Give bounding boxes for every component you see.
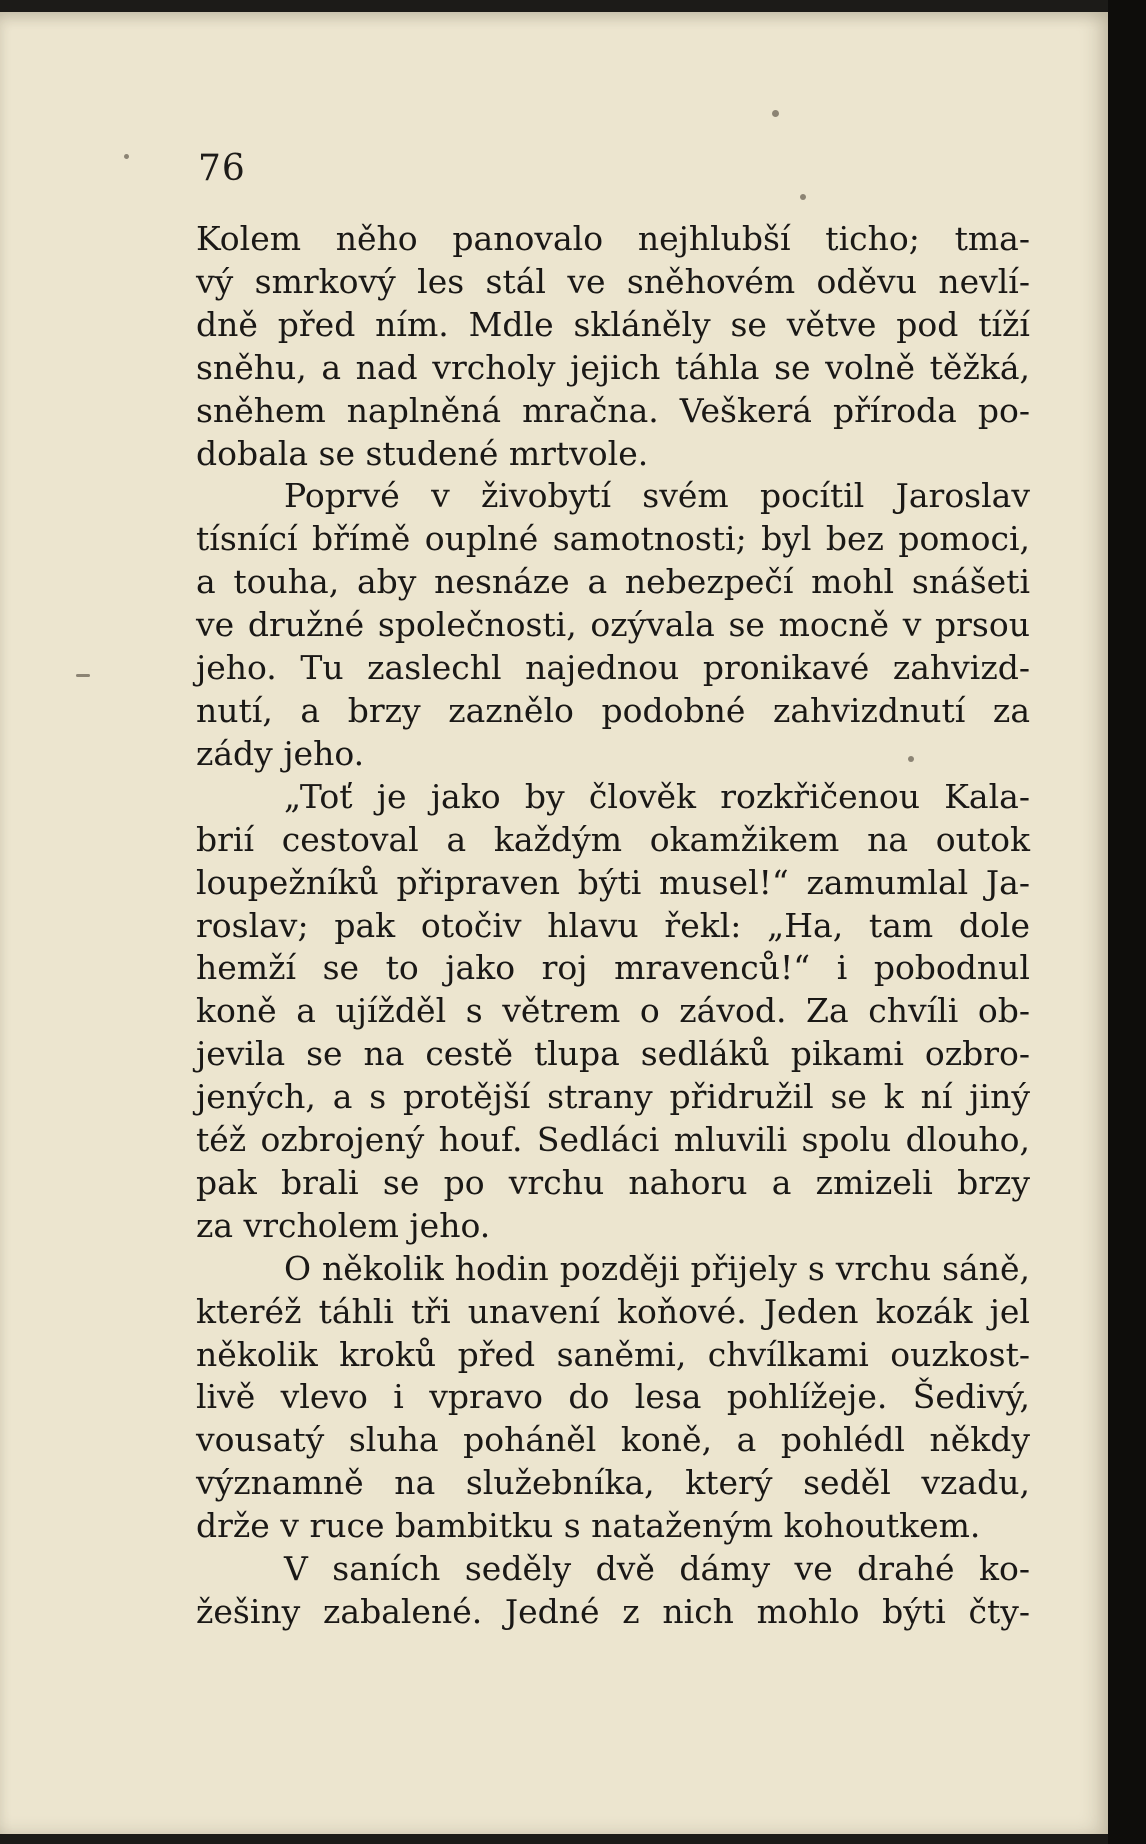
book-edge <box>1108 0 1146 1844</box>
text-line: „Toť je jako by člověk rozkřičenou Kala- <box>284 776 1030 816</box>
text-line: tísnící břímě ouplné samotnosti; byl bez pomoci, <box>196 519 1030 559</box>
text-line: V saních seděly dvě dámy ve drahé ko- <box>284 1549 1030 1589</box>
text-line: livě vlevo i vpravo do lesa pohlížeje. Šedivý, <box>196 1377 1030 1417</box>
text-line: jevila se na cestě tlupa sedláků pikami ozbro- <box>196 1034 1030 1074</box>
text-line: brií cestoval a každým okamžikem na outok <box>196 819 1030 859</box>
text-line: nutí, a brzy zaznělo podobné zahvizdnutí za <box>196 690 1030 730</box>
text-line: jeho. Tu zaslechl najednou pronikavé zahvizd- <box>196 648 1030 688</box>
text-line: roslav; pak otočiv hlavu řekl: „Ha, tam dole <box>196 905 1030 945</box>
text-line: loupežníků připraven býti musel!“ zamumlal Ja- <box>196 862 1030 902</box>
text-line: několik kroků před saněmi, chvílkami ouzkost- <box>196 1334 1030 1374</box>
text-line: hemží se to jako roj mravenců!“ i pobodnul <box>196 948 1030 988</box>
paper-speck <box>908 756 914 762</box>
text-line: vousatý sluha poháněl koně, a pohlédl někdy <box>196 1420 1030 1460</box>
text-line: a touha, aby nesnáze a nebezpečí mohl snášeti <box>196 562 1030 602</box>
text-line: významně na služebníka, který seděl vzadu, <box>196 1463 1030 1503</box>
text-line: dně před ním. Mdle skláněly se větve pod tíží <box>196 304 1030 344</box>
text-line: drže v ruce bambitku s nataženým kohoutkem. <box>196 1506 981 1546</box>
text-line: dobala se studené mrtvole. <box>196 433 649 473</box>
text-line: Kolem něho panovalo nejhlubší ticho; tma- <box>196 219 1030 258</box>
paper-speck <box>76 674 90 677</box>
paper-speck <box>772 110 779 117</box>
text-line: za vrcholem jeho. <box>196 1205 491 1245</box>
text-line: jených, a s protější strany přidružil se k ní jiný <box>196 1077 1030 1117</box>
text-line: žešiny zabalené. Jedné z nich mohlo býti čty- <box>196 1592 1030 1631</box>
paper-speck <box>124 154 129 159</box>
text-line: koně a ujížděl s větrem o závod. Za chvíli ob- <box>196 991 1030 1031</box>
text-line: O několik hodin později přijely s vrchu sáně, <box>284 1248 1030 1288</box>
text-line: též ozbrojený houf. Sedláci mluvili spolu dlouho, <box>196 1120 1030 1160</box>
body-text <box>196 218 1030 1634</box>
page-number: 76 <box>198 148 246 189</box>
text-line: Poprvé v živobytí svém pocítil Jaroslav <box>284 476 1030 516</box>
text-line: vý smrkový les stál ve sněhovém oděvu nevlí- <box>196 261 1030 301</box>
text-line: sněhem naplněná mračna. Veškerá příroda po- <box>196 390 1030 430</box>
text-line: kteréž táhli tři unavení koňové. Jeden kozák jel <box>196 1291 1030 1331</box>
text-line: ve družné společnosti, ozývala se mocně v prsou <box>196 605 1030 645</box>
paper-speck <box>800 194 806 200</box>
text-line: pak brali se po vrchu nahoru a zmizeli brzy <box>196 1162 1030 1202</box>
text-line: zády jeho. <box>196 733 365 773</box>
text-line: sněhu, a nad vrcholy jejich táhla se volně těžká, <box>196 347 1030 387</box>
book-page <box>0 12 1108 1834</box>
